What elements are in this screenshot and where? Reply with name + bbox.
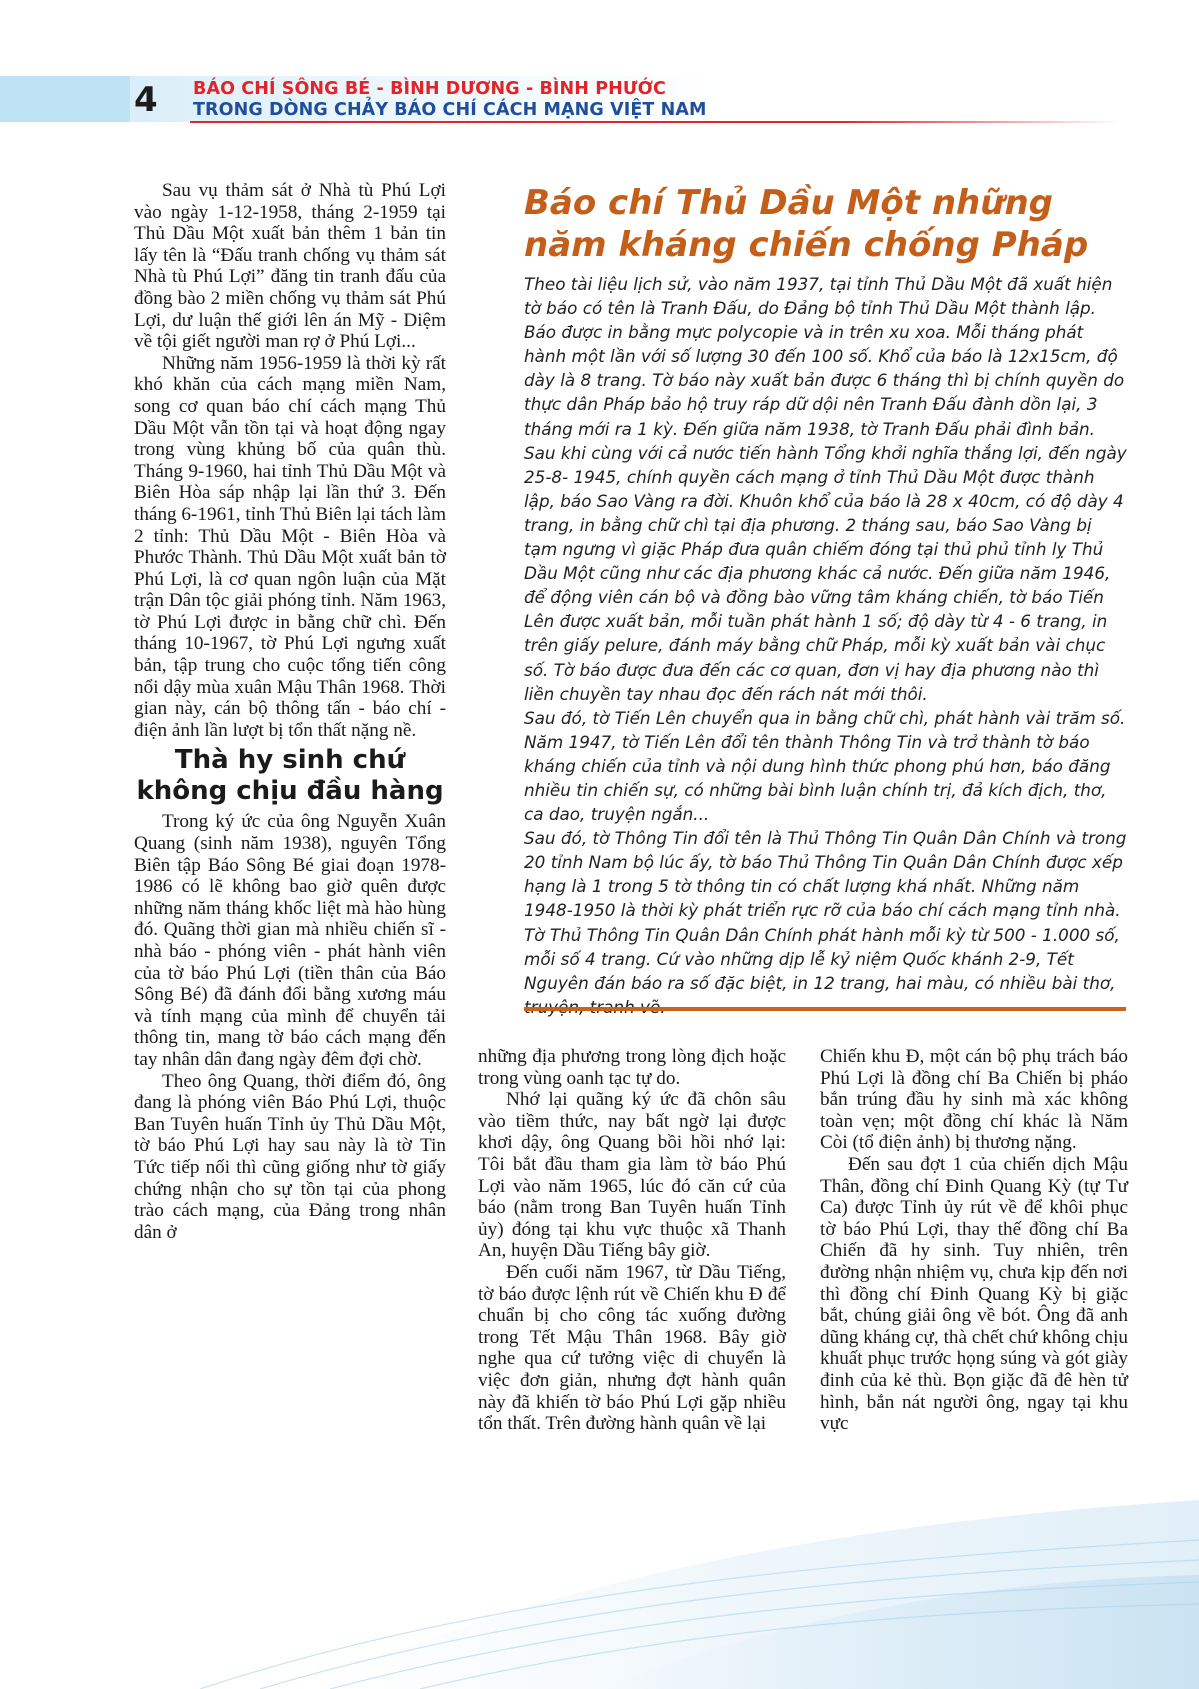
middle-column <box>478 1046 786 1435</box>
right-column <box>820 1046 1128 1435</box>
page-number: 4 <box>134 80 158 120</box>
running-title-line-2: TRONG DÒNG CHẢY BÁO CHÍ CÁCH MẠNG VIỆT NAM <box>193 100 707 120</box>
feature-title: Báo chí Thủ Dầu Một những năm kháng chiến chống Pháp <box>524 183 1089 265</box>
body-paragraph: những địa phương trong lòng địch hoặc trong vùng oanh tạc tự do. <box>478 1046 786 1089</box>
left-column <box>134 180 446 1243</box>
body-paragraph: Chiến khu Đ, một cán bộ phụ trách báo Phú Lợi là đồng chí Ba Chiến bị pháo bắn trúng đầu hy sinh mà xác không toàn vẹn; một đồng chí khác là Năm Còi (tổ điện ảnh) bị thương nặng. <box>820 1046 1128 1154</box>
body-paragraph: Sau vụ thảm sát ở Nhà tù Phú Lợi vào ngày 1-12-1958, tháng 2-1959 tại Thủ Dầu Một xuất bản thêm 1 bản tin lấy tên là “Đấu tranh chống vụ thảm sát Nhà tù Phú Lợi” đăng tin tranh đấu của đồng bào 2 miền chống vụ thảm sát Phú Lợi, dư luận thế giới lên án Mỹ - Diệm về tội giết người man rợ ở Phú Lợi... <box>134 180 446 353</box>
body-paragraph: Đến sau đợt 1 của chiến dịch Mậu Thân, đồng chí Đinh Quang Kỳ (tự Tư Ca) được Tỉnh ủy rút về để khôi phục tờ báo Phú Lợi, thay thế đồng chí Ba Chiến đã hy sinh. Tuy nhiên, trên đường nhận nhiệm vụ, chưa kịp đến nơi thì đồng chí Đinh Quang Kỳ bị giặc bắt, chúng giải ông về bót. Ông đã anh dũng kháng cự, thà chết chứ không chịu khuất phục trước họng súng và gót giày đinh của kẻ thù. Bọn giặc đã đê hèn tử hình, bắn nát người ông, ngay tại khu vực <box>820 1153 1128 1435</box>
body-paragraph: Những năm 1956-1959 là thời kỳ rất khó khăn của cách mạng miền Nam, song cơ quan báo chí cách mạng Thủ Dầu Một vẫn tồn tại và hoạt động ngay trong vùng khủng bố của quân thù. Tháng 9-1960, hai tỉnh Thủ Dầu Một và Biên Hòa sáp nhập lại lần thứ 3. Đến tháng 6-1961, tỉnh Thủ Biên lại tách làm 2 tỉnh: Thủ Dầu Một - Biên Hòa và Phước Thành. Thủ Dầu Một xuất bản tờ Phú Lợi, là cơ quan ngôn luận của Mặt trận Dân tộc giải phóng tỉnh. Năm 1963, tờ Phú Lợi được in bằng chữ chì. Đến tháng 10-1967, tờ Phú Lợi ngưng xuất bản, tập trung cho cuộc tổng tiến công nổi dậy mùa xuân Mậu Thân 1968. Thời gian này, cán bộ thông tấn - báo chí - điện ảnh lần lượt bị tổn thất nặng nề. <box>134 352 446 741</box>
header-divider <box>190 121 1120 123</box>
body-paragraph: Theo ông Quang, thời điểm đó, ông đang là phóng viên Báo Phú Lợi, thuộc Ban Tuyên huấn Tỉnh ủy Thủ Dầu Một, tờ báo Phú Lợi hay sau này là tờ Tin Tức tiếp nối thì cũng giống như tờ giấy chứng nhận cho sự tồn tại của phong trào cách mạng, của Đảng trong nhân dân ở <box>134 1070 446 1243</box>
feature-paragraph: Theo tài liệu lịch sử, vào năm 1937, tại tỉnh Thủ Dầu Một đã xuất hiện tờ báo có tên là Tranh Đấu, do Đảng bộ tỉnh Thủ Dầu Một thành lập. Báo được in bằng mực polycopie và in trên xu xoa. Mỗi tháng phát hành một lần với số lượng 30 đến 100 số. Khổ của báo là 12x15cm, độ dày là 8 trang. Tờ báo này xuất bản được 6 tháng thì bị chính quyền do thực dân Pháp bảo hộ truy ráp dữ dội nên Tranh Đấu đành dồn lại, 3 tháng mới ra 1 kỳ. Đến giữa năm 1938, tờ Tranh Đấu phải đình bản. <box>524 274 1125 439</box>
body-paragraph: Trong ký ức của ông Nguyễn Xuân Quang (sinh năm 1938), nguyên Tổng Biên tập Báo Sông Bé giai đoạn 1978-1986 có lẽ không bao giờ quên được những năm tháng khốc liệt mà hào hùng đó. Quãng thời gian mà nhiều chiến sĩ - nhà báo - phóng viên - phát hành viên của tờ báo Phú Lợi (tiền thân của Báo Sông Bé) đã đánh đổi bằng xương máu và tính mạng của mình để chuyển tải thông tin, mang tờ báo cách mạng đến tay nhân dân đang ngày đêm đợi chờ. <box>134 811 446 1070</box>
section-heading: Thà hy sinh chứ không chịu đầu hàng <box>136 745 444 807</box>
feature-paragraph: Sau đó, tờ Thông Tin đổi tên là Thủ Thông Tin Quân Dân Chính và trong 20 tỉnh Nam bộ lúc ấy, tờ báo Thủ Thông Tin Quân Dân Chính được xếp hạng là 1 trong 5 tờ thông tin có chất lượng khá nhất. Những năm 1948-1950 là thời kỳ phát triển rực rỡ của báo chí cách mạng tỉnh nhà. Tờ Thủ Thông Tin Quân Dân Chính phát hành mỗi kỳ từ 500 - 1.000 số, mỗi số 4 trang. Cứ vào những dịp lễ kỷ niệm Quốc khánh 2-9, Tết Nguyên đán báo ra số đặc biệt, in 12 trang, hai màu, có nhiều bài thơ, <box>524 828 1127 993</box>
feature-divider <box>524 1007 1126 1011</box>
running-title-line-1: BÁO CHÍ SÔNG BÉ - BÌNH DƯƠNG - BÌNH PHƯỚC <box>193 79 666 99</box>
feature-paragraph: Sau đó, tờ Tiến Lên chuyển qua in bằng chữ chì, phát hành vài trăm số. Năm 1947, tờ Tiến Lên đổi tên thành Thông Tin và trở thành tờ báo kháng chiến của tỉnh và nội dung hình thức phong phú hơn, báo đăng nhiều tin chiến sự, có những bài bình luận chính trị, đả kích địch, thơ, ca dao, truyện ngắn... <box>524 707 1126 825</box>
body-paragraph: Nhớ lại quãng ký ức đã chôn sâu vào tiềm thức, nay bất ngờ lại được khơi dậy, ông Quang bồi hồi nhớ lại: Tôi bắt đầu tham gia làm tờ báo Phú Lợi vào năm 1965, lúc đó căn cứ của báo (nằm trong Ban Tuyên huấn Tỉnh ủy) đóng tại khu vực thuộc xã Thanh An, huyện Dầu Tiếng bây giờ. <box>478 1089 786 1262</box>
feature-body <box>524 272 1128 1019</box>
body-paragraph: Đến cuối năm 1967, từ Dầu Tiếng, tờ báo được lệnh rút về Chiến khu Đ để chuẩn bị cho công tác xuống đường trong Tết Mậu Thân 1968. Bây giờ nghe qua cứ tưởng việc di chuyển là việc đơn giản, nhưng đợt hành quân này đã khiến tờ báo Phú Lợi gặp nhiều tổn thất. Trên đường hành quân về lại <box>478 1261 786 1435</box>
feature-paragraph: Sau khi cùng với cả nước tiến hành Tổng khởi nghĩa thắng lợi, đến ngày 25-8- 1945, chính quyền cách mạng ở tỉnh Thủ Dầu Một được thành lập, báo Sao Vàng ra đời. Khuôn khổ của báo là 28 x 40cm, có độ dày 4 trang, in bằng chữ chì tại địa phương. 2 tháng sau, báo Sao Vàng bị tạm ngưng vì giặc Pháp đưa quân chiếm đóng tại thủ phủ tỉnh lỵ Thủ Dầu Một cũng như các địa phương khác cả nước. Đến giữa năm 1946, để động viên cán bộ và đồng bào vững tâm kháng chiến, tờ báo Tiến Lên được xuất bản, mỗi tuần phát hành 1 số; độ dày từ 4 - 6 trang, in trên giấy pelure, đánh máy bằng chữ Pháp, mỗi kỳ xuất bản vài chục số. Tờ báo được đưa đến các cơ quan, đơn vị hay địa phương nào thì liền chuyền tay nhau đọc đến rách nát mới thôi. <box>524 442 1127 704</box>
